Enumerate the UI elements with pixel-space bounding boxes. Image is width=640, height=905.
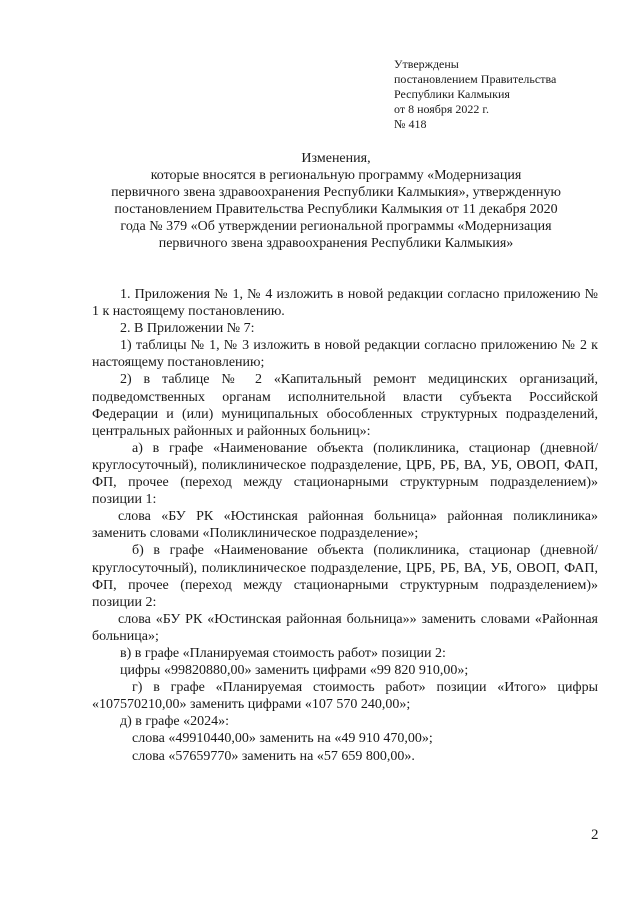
paragraph-2-2: 2) в таблице № 2 «Капитальный ремонт медицинских организаций, подведомственных органам исполнительной власти субъекта Российской Федерации и (или) муниципальных обособленных структурных подразделений, центральных районных и районных больниц»:	[92, 372, 598, 439]
paragraph-2-2-a-text: слова «БУ РК «Юстинская районная больница» районная поликлиника» заменить словами «Поликлиническое подразделение»;	[92, 509, 598, 542]
paragraph-2-2-v: в) в графе «Планируемая стоимость работ» позиции 2:	[120, 645, 446, 661]
paragraph-2-2-g: г) в графе «Планируемая стоимость работ» позиции «Итого» цифры «107570210,00» заменить цифрами «107 570 240,00»;	[92, 680, 598, 713]
approval-number: № 418	[394, 117, 427, 131]
approval-date: от 8 ноября 2022 г.	[394, 102, 489, 116]
paragraph-2: 2. В Приложении № 7:	[120, 321, 255, 337]
paragraph-1: 1. Приложения № 1, № 4 изложить в новой редакции согласно приложению № 1 к настоящему постановлению.	[92, 287, 598, 320]
title-line: первичного звена здравоохранения Республики Калмыкия», утвержденную	[111, 185, 561, 200]
paragraph-2-2-b-text: слова «БУ РК «Юстинская районная больница»» заменить словами «Районная больница»;	[92, 611, 598, 644]
paragraph-2-2-a: а) в графе «Наименование объекта (поликлиника, стационар (дневной/круглосуточный), поликлиническое подразделение, ЦРБ, РБ, ВА, УБ, ОВОП, ФАП, ФП, прочее (переход между стационарными структурным подразделением)» позиции 1:	[92, 440, 598, 508]
title-line: года № 379 «Об утверждении региональной программы «Модернизация	[120, 219, 552, 234]
paragraph-2-2-d-text-1: слова «49910440,00» заменить на «49 910 470,00»;	[132, 731, 433, 747]
title-line: первичного звена здравоохранения Республики Калмыкия»	[158, 236, 514, 251]
paragraph-2-2-v-text: цифры «99820880,00» заменить цифрами «99 820 910,00»;	[120, 663, 469, 679]
page-number: 2	[591, 827, 599, 843]
paragraph-2-2-d-text-2: слова «57659770» заменить на «57 659 800,00».	[132, 748, 415, 764]
approval-block	[394, 57, 556, 132]
title-heading: Изменения,	[301, 151, 371, 166]
document-body	[92, 286, 598, 765]
title-line: постановлением Правительства Республики Калмыкия от 11 декабря 2020	[114, 202, 558, 217]
paragraph-2-2-d: д) в графе «2024»:	[120, 714, 230, 730]
approval-line: Республики Калмыкия	[394, 87, 510, 101]
paragraph-2-1: 1) таблицы № 1, № 3 изложить в новой редакции согласно приложению № 2 к настоящему постановлению;	[92, 338, 598, 371]
document-title	[70, 150, 602, 252]
approval-line: Утверждены	[394, 57, 459, 71]
paragraph-2-2-b: б) в графе «Наименование объекта (поликлиника, стационар (дневной/круглосуточный), поликлиническое подразделение, ЦРБ, РБ, ВА, УБ, ОВОП, ФАП, ФП, прочее (переход между стационарными структурным подразделением)» позиции 2:	[92, 543, 598, 610]
approval-line: постановлением Правительства	[394, 72, 557, 86]
title-line: которые вносятся в региональную программу «Модернизация	[150, 168, 522, 183]
